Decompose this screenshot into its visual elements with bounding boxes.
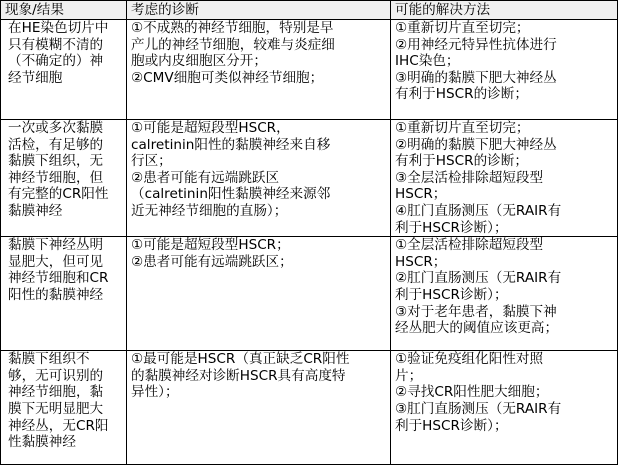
table-row [1,20,618,120]
cell-line: 利于HSCR诊断）； [395,417,508,434]
cell-line: 利于HSCR诊断）； [395,219,508,236]
cell-line: 片； [395,367,423,384]
table-header-row [1,1,618,20]
cell-line: 有完整的CR阳性 [8,186,109,203]
cell-line: 神经节细胞和CR [8,270,109,287]
header-diagnosis: 考虑的诊断 [127,1,391,20]
cell-line: IHC染色； [395,53,460,70]
diagnosis-cell [127,351,391,465]
header-solution: 可能的解决方法 [391,1,618,20]
cell-line: 有利于HSCR的诊断； [395,86,528,103]
cell-line: ②患者可能有远端跳跃区 [131,169,280,186]
cell-line: 显肥大，但可见 [8,253,104,270]
cell-line: ②患者可能有远端跳跃区； [131,253,293,270]
cell-line: ②明确的黏膜下肥大神经丛 [395,136,557,153]
cell-line: 黏膜下组织，无 [8,153,104,170]
cell-line: ③明确的黏膜下肥大神经丛 [395,69,557,86]
solution-cell [391,237,618,351]
cell-line: 的黏膜神经对诊断HSCR具有高度特 [131,367,346,384]
cell-line: 有利于HSCR的诊断； [395,153,528,170]
cell-line: 一次或多次黏膜 [8,120,104,136]
cell-line: ①重新切片直至切完； [395,120,530,136]
cell-line: （calretinin阳性黏膜神经来源邻 [131,186,331,203]
cell-line: ②寻找CR阳性肥大细胞； [395,384,549,401]
cell-line: ②CMV细胞可类似神经节细胞； [131,69,324,86]
cell-line: ②肛门直肠测压（无RAIR有 [395,270,562,287]
cell-line: 经丛肥大的阈值应该更高； [395,320,559,337]
solution-cell [391,351,618,465]
cell-line: 神经丛，无CR阳 [8,417,109,434]
cell-line: ③对于老年患者，黏膜下神 [395,303,557,320]
finding-cell [1,237,127,351]
cell-line: 经节细胞 [8,69,63,86]
cell-line: 黏膜下组织不 [8,351,90,368]
cell-line: 黏膜下神经丛明 [8,237,104,254]
cell-line: ③肛门直肠测压（无RAIR有 [395,400,562,417]
cell-line: ①可能是超短段型HSCR； [131,237,290,254]
cell-line: ①验证免疫组化阳性对照 [395,351,544,368]
cell-line: 利于HSCR诊断）； [395,286,508,303]
cell-line: HSCR； [395,186,447,203]
cell-line: 黏膜神经 [8,202,63,219]
diagnosis-cell [127,120,391,237]
cell-line: 性黏膜神经 [8,434,76,451]
solution-cell [391,120,618,237]
cell-line: 产儿的神经节细胞，较难与炎症细 [131,36,335,53]
table-row [1,120,618,237]
cell-line: HSCR； [395,253,447,270]
diagnosis-cell [127,237,391,351]
cell-line: ①全层活检排除超短段型 [395,237,544,254]
cell-line: （不确定的）神 [8,53,104,70]
cell-line: calretinin阳性的黏膜神经来自移 [131,136,331,153]
cell-line: 异性）； [131,384,179,401]
cell-line: 行区； [131,153,172,170]
cell-line: 阳性的黏膜神经 [8,286,104,303]
cell-line: 在HE染色切片中 [8,20,109,36]
cell-line: 神经节细胞，黏 [8,384,104,401]
cell-line: ①可能是超短段型HSCR， [131,120,290,136]
solution-cell [391,20,618,120]
cell-line: ②用神经元特异性抗体进行 [395,36,557,53]
cell-line: 只有模糊不清的 [8,36,104,53]
cell-line: 神经节细胞，但 [8,169,104,186]
cell-line: 活检，有足够的 [8,136,104,153]
cell-line: ④肛门直肠测压（无RAIR有 [395,202,562,219]
cell-line: 够，无可识别的 [8,367,104,384]
table-row [1,351,618,465]
cell-line: ③全层活检排除超短段型 [395,169,544,186]
cell-line: ①不成熟的神经节细胞，特别是早 [131,20,334,36]
finding-cell [1,20,127,120]
header-finding: 现象/结果 [1,1,127,20]
cell-line: 膜下无明显肥大 [8,400,104,417]
cell-line: 胞或内皮细胞区分开； [131,53,267,70]
cell-line: ①最可能是HSCR（真正缺乏CR阳性 [131,351,350,368]
cell-line: ①重新切片直至切完； [395,20,530,36]
diagnosis-cell [127,20,391,120]
finding-cell [1,351,127,465]
finding-cell [1,120,127,237]
table-row [1,237,618,351]
cell-line: 近无神经节细胞的直肠）； [131,202,288,219]
